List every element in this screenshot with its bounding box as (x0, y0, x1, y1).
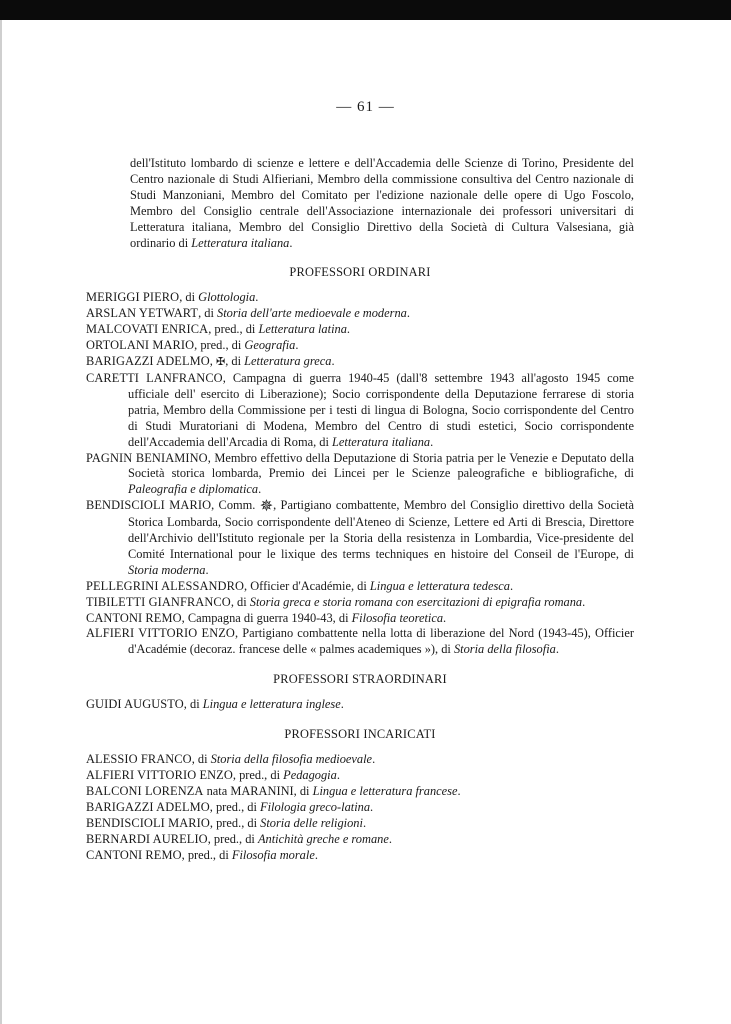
intro-text: dell'Istituto lombardo di scienze e lettere e dell'Accademia delle Scienze di Torino, Presidente del Centro nazionale di Studi Alfieriani, Membro della commissione consultiva del Centro nazionale di Studi Manzoniani, Membro del Comitato per l'edizione nazionale delle opere di Ugo Foscolo, Membro del Consiglio centrale dell'Associazione internazionale dei professori universitari di Letteratura italiana, Membro del Consiglio Direttivo della Società di Cultura Valsesiana, già ordinario di (130, 156, 634, 250)
entry-text: , pred., di (194, 338, 245, 353)
entry-end: . (406, 306, 410, 321)
entry-end: . (346, 322, 351, 337)
course-subject: Storia delle religioni (260, 815, 363, 830)
entry-text: , pred., di (208, 322, 259, 337)
entry-text: nata MARANINI, di (203, 784, 313, 798)
faculty-name: PAGNIN BENIAMINO (86, 450, 208, 465)
decoration-icon: ✠ (215, 356, 226, 369)
faculty-name: PELLEGRINI ALESSANDRO (86, 578, 245, 593)
entry-text: , pred., di (181, 847, 232, 862)
entry-end: . (388, 831, 392, 846)
faculty-name: CANTONI REMO (86, 847, 182, 862)
faculty-name: BENDISCIOLI MARIO (86, 815, 210, 830)
scan-top-border (0, 0, 731, 20)
faculty-name: ORTOLANI MARIO (86, 338, 195, 353)
course-subject: Storia della filosofia medioevale (210, 752, 373, 767)
faculty-entry (86, 768, 634, 784)
course-subject: Letteratura greca (244, 354, 332, 369)
faculty-name: BENDISCIOLI MARIO (86, 498, 212, 513)
faculty-name: ALFIERI VITTORIO ENZO (86, 626, 235, 641)
faculty-entry (86, 848, 634, 864)
faculty-entry (86, 626, 634, 658)
course-subject: Filosofia teoretica (351, 610, 444, 625)
section-title-incaricati: PROFESSORI INCARICATI (284, 727, 436, 742)
entry-end: . (362, 815, 367, 830)
entry-end: . (443, 610, 447, 625)
entry-end: . (509, 578, 514, 593)
faculty-name: ALFIERI VITTORIO ENZO (86, 768, 233, 783)
faculty-entry (86, 322, 634, 338)
scan-left-edge (0, 20, 2, 1024)
entry-text: , Campagna di guerra 1940-43, di (181, 610, 352, 625)
decoration-icon: ✵ (259, 498, 274, 516)
faculty-name: MERIGGI PIERO (86, 290, 180, 305)
course-subject: Geografia (244, 338, 296, 353)
faculty-entry (86, 498, 634, 579)
course-subject: Lingua e letteratura francese (312, 784, 458, 798)
course-subject: Antichità greche e romane (257, 831, 389, 846)
entry-text: , pred., di (232, 768, 284, 783)
faculty-entry (86, 832, 634, 848)
entry-end: . (255, 290, 259, 305)
faculty-name: ALESSIO FRANCO (86, 752, 192, 767)
entry-text: , Membro effettivo della Deputazione di Storia patria per le Venezie e Deputato della Società storica lombarda, Premio dei Lincei per le Scienze paleografiche e bibliografiche, di (128, 450, 634, 481)
section-title-straordinari: PROFESSORI STRAORDINARI (273, 672, 447, 687)
faculty-name: ARSLAN YETWART (86, 306, 199, 321)
intro-end: . (289, 235, 293, 250)
ordinari-list (86, 290, 634, 658)
faculty-name: BALCONI LORENZA (86, 784, 204, 798)
entry-end: . (582, 594, 586, 609)
faculty-name: MALCOVATI ENRICA (86, 322, 209, 337)
course-subject: Letteratura italiana (332, 434, 431, 449)
course-subject: Lingua e letteratura inglese (202, 697, 341, 712)
faculty-name: BARIGAZZI ADELMO (86, 799, 210, 814)
entry-text: , di (179, 290, 199, 305)
entry-end: . (430, 434, 434, 449)
entry-end: . (205, 562, 209, 577)
course-subject: Storia dell'arte medioevale e moderna (217, 306, 407, 321)
page-number: — 61 — (336, 99, 395, 115)
course-subject: Letteratura latina (258, 322, 347, 337)
entry-text: , di (198, 306, 217, 321)
faculty-entry (86, 611, 634, 627)
incaricati-list (86, 752, 634, 863)
faculty-entry (86, 595, 634, 611)
course-subject: Filosofia morale (231, 847, 315, 862)
intro-subject: Letteratura italiana (191, 235, 290, 250)
straordinari-list (86, 697, 634, 713)
document-body (86, 156, 634, 864)
entry-text: , di (230, 594, 250, 609)
entry-text: , di (191, 752, 211, 767)
entry-text: , Officier d'Académie, di (244, 578, 370, 593)
entry-text: , Partigiano combattente nella lotta di liberazione del Nord (1943-45), Officier d'Académie (decoraz. francese delle « palmes academiques »), di (128, 626, 634, 657)
course-subject: Lingua e letteratura tedesca (369, 578, 510, 593)
course-subject: Storia della filosofia (453, 642, 556, 657)
entry-end: . (340, 697, 344, 712)
faculty-name: GUIDI AUGUSTO (86, 697, 184, 712)
entry-text: , di (225, 354, 245, 369)
faculty-entry (86, 338, 634, 354)
faculty-entry (86, 354, 634, 371)
faculty-name: CANTONI REMO (86, 610, 182, 625)
faculty-entry (86, 290, 634, 306)
faculty-name: BARIGAZZI ADELMO (86, 354, 210, 369)
faculty-entry (86, 306, 634, 322)
entry-text: , di (183, 697, 203, 712)
faculty-entry (86, 451, 634, 499)
entry-end: . (555, 642, 559, 657)
entry-text: , Partigiano combattente, Membro del Consiglio direttivo della Società Storica Lombarda, Socio corrispondente dell'Ateneo di Scienze, Lettere ed Arti di Brescia, Direttore dell'Archivio dell'Istituto regionale per la Storia della resistenza in Lombardia, Vice-presidente del Comité International pour le lixique des terms techniques en histoire del Conseil de l'Europe, di (128, 498, 634, 561)
entry-text: , pred., di (209, 799, 261, 814)
entry-text: , (209, 354, 216, 369)
faculty-entry (86, 697, 634, 713)
faculty-entry (86, 800, 634, 816)
entry-end: . (457, 784, 461, 798)
faculty-entry (86, 752, 634, 768)
entry-text: , pred., di (209, 815, 261, 830)
entry-end: . (314, 847, 318, 862)
faculty-entry (86, 816, 634, 832)
faculty-name: TIBILETTI GIANFRANCO (86, 594, 231, 609)
entry-end: . (295, 338, 299, 353)
entry-end: . (258, 482, 262, 497)
course-subject: Glottologia (198, 290, 256, 305)
course-subject: Pedagogia (283, 768, 337, 783)
entry-end: . (370, 799, 374, 814)
section-title-ordinari: PROFESSORI ORDINARI (289, 265, 431, 280)
course-subject: Filologia greco-latina (260, 799, 371, 814)
faculty-entry (86, 784, 634, 800)
intro-paragraph (130, 156, 634, 251)
entry-end: . (331, 354, 335, 369)
entry-end: . (336, 768, 340, 783)
entry-text: , Comm. (211, 498, 260, 513)
course-subject: Storia moderna (128, 562, 206, 577)
course-subject: Paleografia e diplomatica (128, 482, 259, 497)
faculty-entry (86, 579, 634, 595)
faculty-name: BERNARDI AURELIO (86, 831, 208, 846)
course-subject: Storia greca e storia romana con esercitazioni di epigrafia romana (249, 594, 583, 609)
entry-text: , pred., di (207, 831, 258, 846)
faculty-entry (86, 371, 634, 451)
entry-end: . (372, 752, 376, 767)
entry-text: , Campagna di guerra 1940-45 (dall'8 settembre 1943 all'agosto 1945 come ufficiale dell' esercito di Liberazione); Socio corrispondente della Deputazione ferrarese di storia patria, Membro della Commissione per i testi di lingua di Bologna, Socio corrispondente del Centro di Studi Muratoriani di Modena, Membro del Centro di studi estetici, Socio corrispondente dell'Accademia dell'Arcadia di Roma, di (128, 370, 634, 449)
faculty-name: CARETTI LANFRANCO (86, 370, 223, 385)
